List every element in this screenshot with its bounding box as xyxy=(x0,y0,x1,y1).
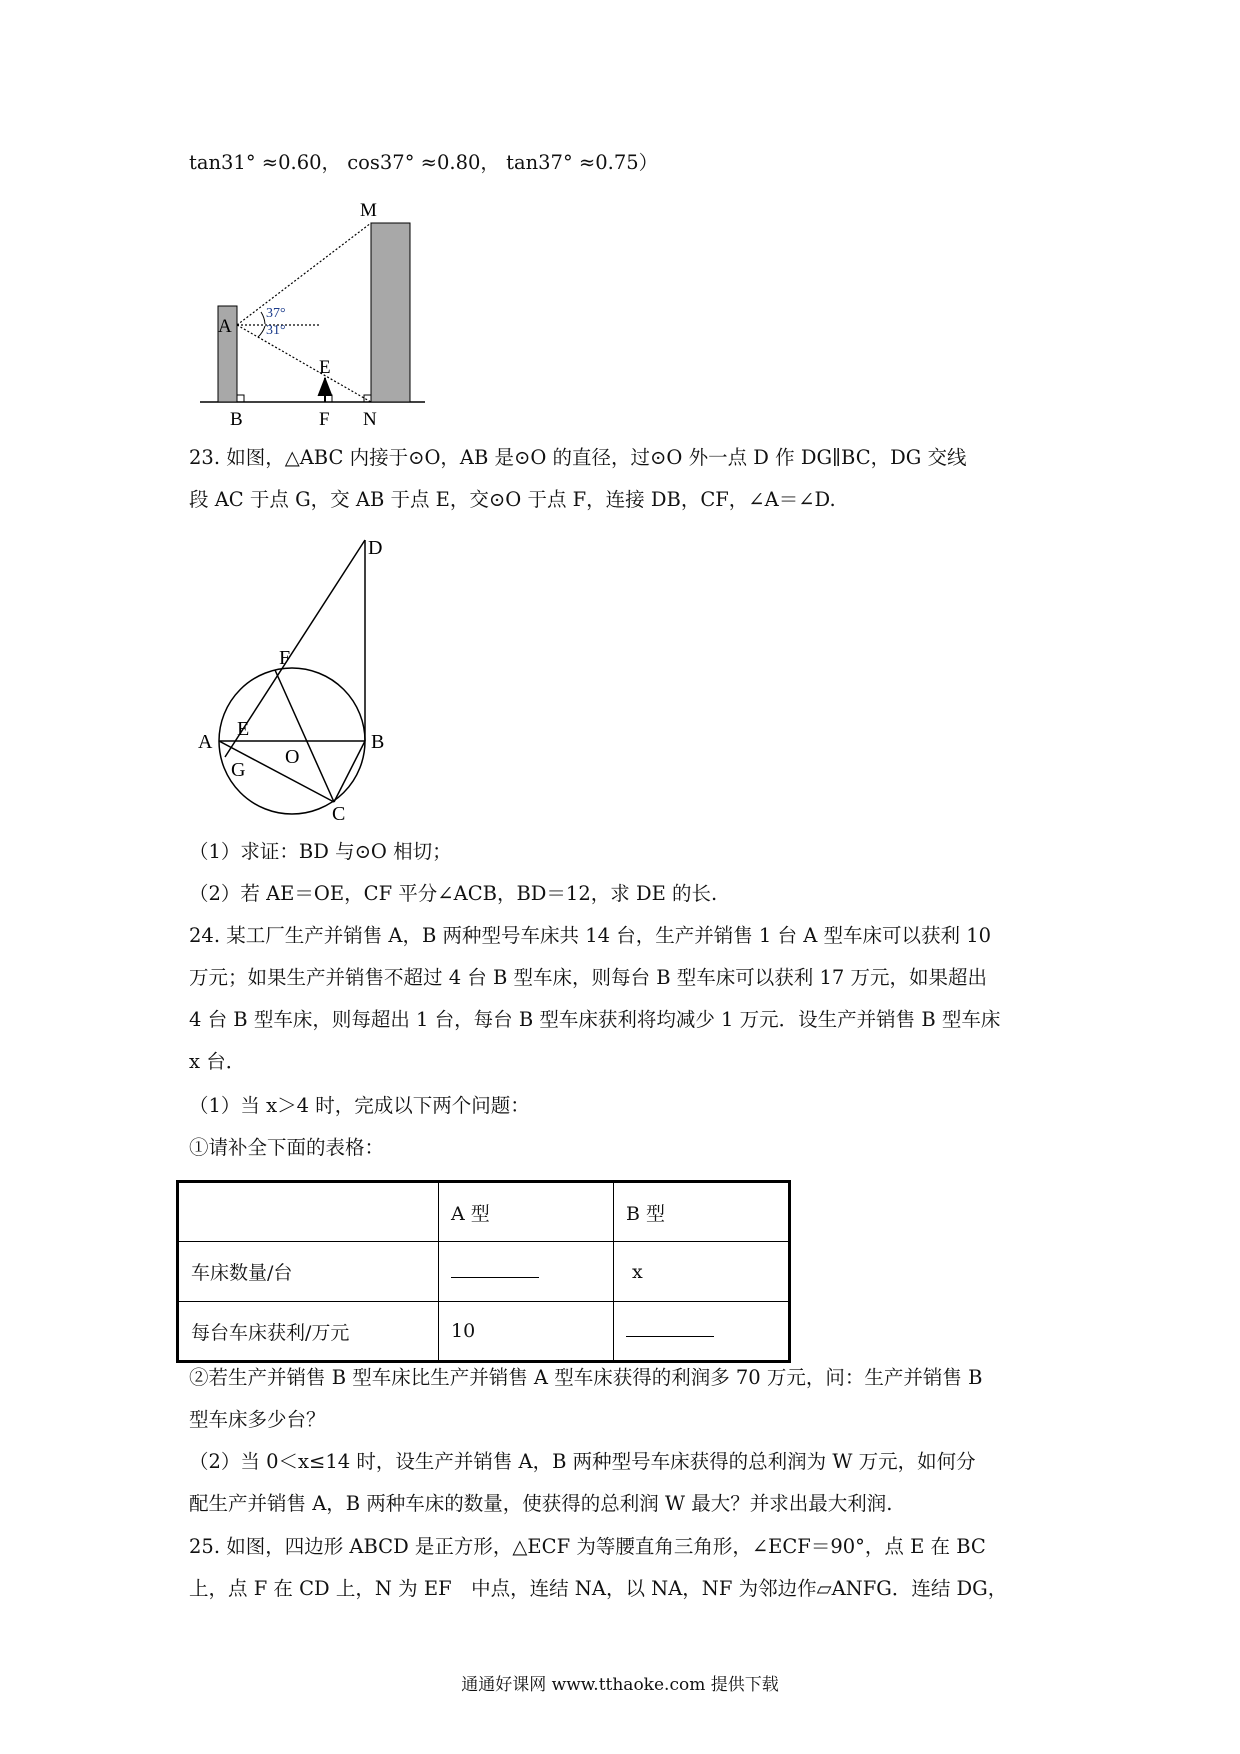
q24-part-2-line-1: （2）当 0＜x≤14 时，设生产并销售 A，B 两种型号车床获得的总利润为 W 万元，如何分 xyxy=(189,1450,976,1473)
q24-line-1: 24. 某工厂生产并销售 A，B 两种型号车床共 14 台，生产并销售 1 台 A 型车床可以获利 10 xyxy=(189,924,992,947)
label-angle-31: 31° xyxy=(266,323,286,338)
q23-part-2: （2）若 AE＝OE，CF 平分∠ACB，BD＝12，求 DE 的长. xyxy=(189,882,718,905)
table-header-cell xyxy=(178,1182,439,1242)
table-cell: 车床数量/台 xyxy=(178,1242,439,1302)
page-footer: 通通好课网 www.tthaoke.com 提供下载 xyxy=(461,1675,779,1695)
fill-in-blank xyxy=(451,1273,539,1278)
label-B: B xyxy=(371,731,385,753)
q22-given-values: tan31° ≈0.60， cos37° ≈0.80， tan37° ≈0.75） xyxy=(189,151,659,174)
label-E: E xyxy=(237,718,250,740)
label-O: O xyxy=(285,746,300,768)
q22-figure xyxy=(195,200,435,430)
label-E: E xyxy=(319,357,331,378)
q24-line-4: x 台． xyxy=(189,1050,246,1073)
label-angle-37: 37° xyxy=(266,306,286,321)
table-cell-blank xyxy=(439,1242,614,1302)
q23-part-1: （1）求证：BD 与⊙O 相切； xyxy=(189,840,452,863)
label-N: N xyxy=(363,409,377,430)
label-G: G xyxy=(231,759,246,781)
table-row xyxy=(178,1302,790,1362)
table-cell-blank xyxy=(614,1302,790,1362)
q24-table xyxy=(176,1180,791,1363)
label-F: F xyxy=(319,409,330,430)
fill-in-blank xyxy=(626,1332,714,1337)
label-B: B xyxy=(230,409,243,430)
q24-sub-1: ①请补全下面的表格： xyxy=(189,1136,385,1159)
table-header-row xyxy=(178,1182,790,1242)
label-A: A xyxy=(198,731,213,753)
q25-line-2: 上，点 F 在 CD 上，N 为 EF 中点，连结 NA，以 NA，NF 为邻边作▱ANFG．连结 DG， xyxy=(189,1577,1008,1600)
label-F: F xyxy=(279,647,291,669)
q24-line-2: 万元；如果生产并销售不超过 4 台 B 型车床，则每台 B 型车床可以获利 17 万元，如果超出 xyxy=(189,966,987,989)
q24-sub-2-line-2: 型车床多少台？ xyxy=(189,1408,326,1431)
q24-sub-2-line-1: ②若生产并销售 B 型车床比生产并销售 A 型车床获得的利润多 70 万元，问：生产并销售 B xyxy=(189,1366,983,1389)
label-C: C xyxy=(332,803,346,820)
q24-part-1: （1）当 x＞4 时，完成以下两个问题： xyxy=(189,1094,530,1117)
table-cell: 10 xyxy=(439,1302,614,1362)
table-row xyxy=(178,1242,790,1302)
q24-line-3: 4 台 B 型车床，则每超出 1 台，每台 B 型车床获利将均减少 1 万元．设生产并销售 B 型车床 xyxy=(189,1008,1001,1031)
table-cell: x xyxy=(614,1242,790,1302)
q23-line-2: 段 AC 于点 G，交 AB 于点 E，交⊙O 于点 F，连接 DB，CF，∠A＝∠D. xyxy=(189,488,836,511)
q23-figure xyxy=(195,530,410,820)
q25-line-1: 25. 如图，四边形 ABCD 是正方形，△ECF 为等腰直角三角形，∠ECF＝90°，点 E 在 BC xyxy=(189,1535,986,1558)
table-header-cell: B 型 xyxy=(614,1182,790,1242)
table-cell: 每台车床获利/万元 xyxy=(178,1302,439,1362)
label-M: M xyxy=(360,200,377,221)
label-D: D xyxy=(368,537,383,559)
label-A: A xyxy=(218,316,232,337)
q23-line-1: 23. 如图，△ABC 内接于⊙O，AB 是⊙O 的直径，过⊙O 外一点 D 作 DG∥BC，DG 交线 xyxy=(189,446,967,469)
table-header-cell: A 型 xyxy=(439,1182,614,1242)
q24-part-2-line-2: 配生产并销售 A，B 两种车床的数量，使获得的总利润 W 最大？并求出最大利润. xyxy=(189,1492,893,1515)
